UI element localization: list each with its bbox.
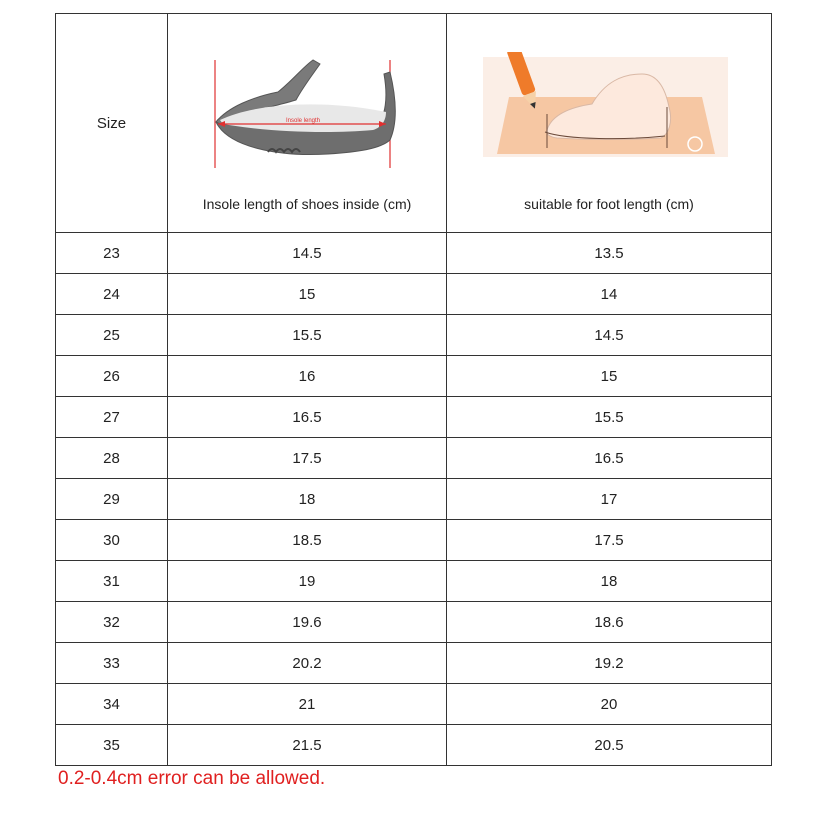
table-row <box>56 233 772 274</box>
foot-cell: 20 <box>447 684 772 725</box>
table-row <box>56 520 772 561</box>
foot-cell: 19.2 <box>447 643 772 684</box>
foot-measure-icon <box>447 52 772 168</box>
foot-cell: 15 <box>447 356 772 397</box>
table-row <box>56 602 772 643</box>
foot-cell: 17 <box>447 479 772 520</box>
table-row <box>56 356 772 397</box>
insole-cell: 16 <box>168 356 447 397</box>
table-row <box>56 561 772 602</box>
size-cell: 30 <box>56 520 168 561</box>
size-cell: 27 <box>56 397 168 438</box>
size-cell: 33 <box>56 643 168 684</box>
foot-cell: 13.5 <box>447 233 772 274</box>
insole-cell: 14.5 <box>168 233 447 274</box>
size-cell: 31 <box>56 561 168 602</box>
table-row <box>56 397 772 438</box>
table-row <box>56 643 772 684</box>
size-cell: 25 <box>56 315 168 356</box>
insole-cell: 19.6 <box>168 602 447 643</box>
insole-cell: 15.5 <box>168 315 447 356</box>
foot-cell: 17.5 <box>447 520 772 561</box>
insole-cell: 19 <box>168 561 447 602</box>
insole-length-label: Insole length <box>285 118 321 124</box>
insole-cell: 15 <box>168 274 447 315</box>
foot-cell: 16.5 <box>447 438 772 479</box>
insole-cell: 18.5 <box>168 520 447 561</box>
table-row <box>56 315 772 356</box>
error-note: 0.2-0.4cm error can be allowed. <box>58 768 326 789</box>
insole-cell: 16.5 <box>168 397 447 438</box>
foot-cell: 14 <box>447 274 772 315</box>
size-cell: 26 <box>56 356 168 397</box>
size-header: Size <box>56 14 168 233</box>
insole-header-cell <box>168 14 447 233</box>
size-cell: 34 <box>56 684 168 725</box>
foot-cell: 20.5 <box>447 725 772 766</box>
table-row <box>56 684 772 725</box>
table-row <box>56 274 772 315</box>
header-row <box>56 14 772 233</box>
foot-header: suitable for foot length (cm) <box>524 196 694 212</box>
size-chart-table <box>55 13 772 766</box>
insole-cell: 20.2 <box>168 643 447 684</box>
size-cell: 35 <box>56 725 168 766</box>
insole-cell: 17.5 <box>168 438 447 479</box>
size-cell: 28 <box>56 438 168 479</box>
foot-cell: 14.5 <box>447 315 772 356</box>
size-cell: 23 <box>56 233 168 274</box>
table-row <box>56 438 772 479</box>
size-cell: 32 <box>56 602 168 643</box>
foot-cell: 18.6 <box>447 602 772 643</box>
table-row <box>56 725 772 766</box>
foot-header-cell <box>447 14 772 233</box>
foot-cell: 18 <box>447 561 772 602</box>
insole-cell: 21 <box>168 684 447 725</box>
table-row <box>56 479 772 520</box>
foot-cell: 15.5 <box>447 397 772 438</box>
insole-cell: 18 <box>168 479 447 520</box>
size-cell: 24 <box>56 274 168 315</box>
insole-header: Insole length of shoes inside (cm) <box>202 196 412 212</box>
insole-cell: 21.5 <box>168 725 447 766</box>
shoe-insole-diagram-icon <box>168 52 447 168</box>
size-cell: 29 <box>56 479 168 520</box>
